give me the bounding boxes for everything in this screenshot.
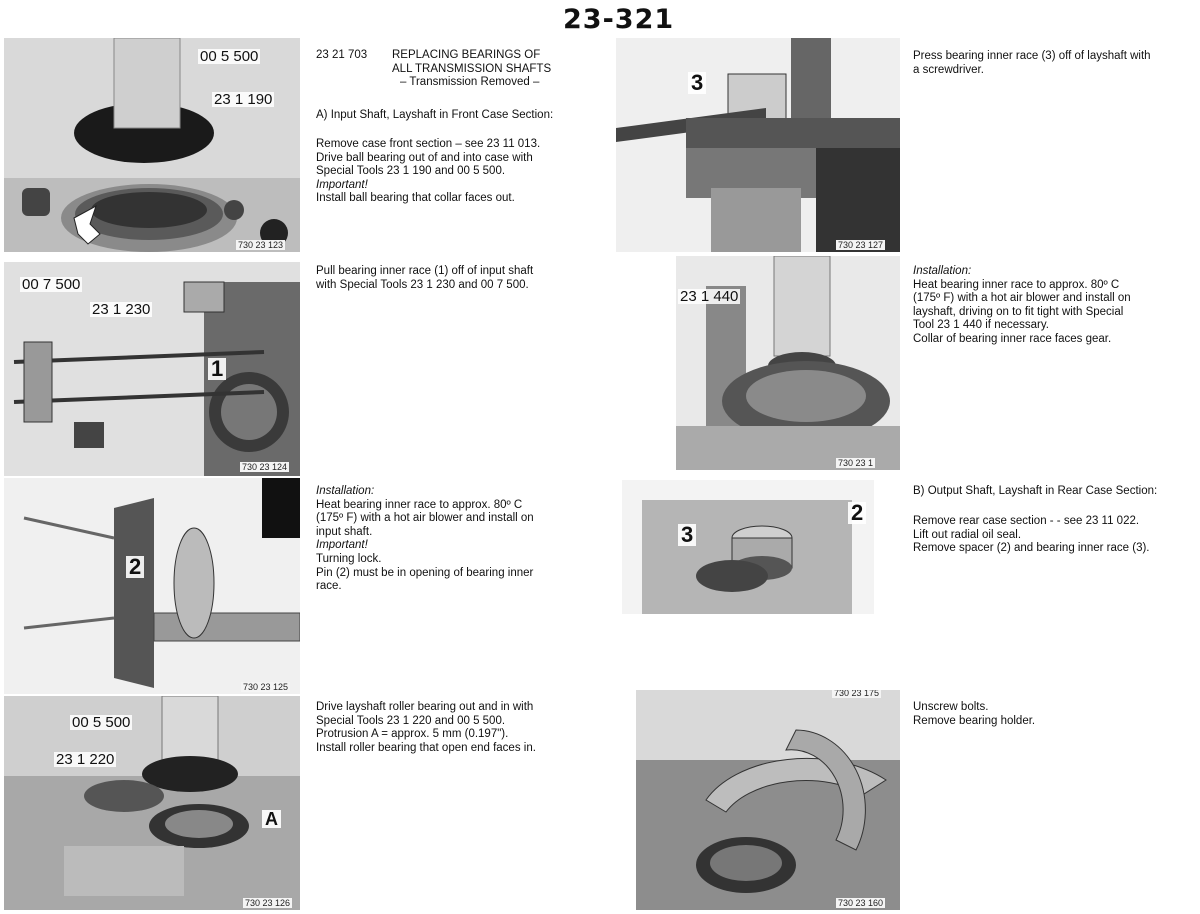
left-step4-line1: Drive layshaft roller bearing out and in with [316, 701, 534, 713]
right-step2-heading: Installation: [913, 265, 972, 277]
label-tool-00-5-500: 00 5 500 [200, 48, 259, 65]
right-step-2 [913, 265, 1197, 347]
figure-bearing-holder-illustration [636, 690, 900, 910]
left-step3-line1: Heat bearing inner race to approx. 80º C [316, 498, 523, 511]
figure-layshaft-race-press [616, 38, 900, 252]
right-step4-line2: Remove bearing holder. [913, 714, 1036, 727]
left-step-4 [316, 701, 616, 755]
figure-ball-bearing-install [4, 38, 300, 252]
figure-code: 730 23 124 [242, 462, 288, 472]
section-b-heading [913, 485, 1197, 499]
figure-output-shaft-spacer [622, 480, 874, 614]
section-header [316, 49, 616, 90]
left-step3-line6: race. [316, 580, 342, 593]
figure-layshaft-roller-bearing [4, 696, 300, 910]
left-step1-line1: Remove case front section – see 23 11 013. [316, 138, 541, 150]
label-spacer-2: 2 [848, 502, 866, 524]
section-title-line3: – Transmission Removed – [400, 76, 540, 89]
left-step2-line2: with Special Tools 23 1 230 and 00 7 500. [316, 278, 529, 291]
label-protrusion-a: A [262, 810, 281, 828]
left-step1-line2: Drive ball bearing out of and into case with [316, 151, 533, 164]
figure-inner-race-puller [4, 262, 300, 476]
figure-puller-illustration [4, 262, 300, 476]
figure-screwdriver-illustration [616, 38, 900, 252]
label-tool-23-1-230: 23 1 230 [92, 301, 151, 318]
right-step2-line3: layshaft, driving on to fit tight with Special [913, 305, 1124, 318]
left-step2-line1: Pull bearing inner race (1) off of input shaft [316, 265, 534, 277]
section-code: 23 21 703 [316, 49, 368, 61]
right-step3-line1: Remove rear case section - - see 23 11 022. [913, 515, 1140, 527]
left-step3-heading: Installation: [316, 485, 375, 497]
right-step2-line2: (175º F) with a hot air blower and install on [913, 292, 1131, 305]
section-title-line1: REPLACING BEARINGS OF [392, 49, 541, 61]
page-number: 23-321 [563, 4, 675, 35]
left-step3-line3: input shaft. [316, 525, 373, 538]
right-step-3 [913, 515, 1197, 556]
label-tool-23-1-220: 23 1 220 [56, 751, 115, 768]
left-step1-line4: Install ball bearing that collar faces out. [316, 192, 515, 205]
section-a-heading [316, 109, 616, 123]
right-step4-line1: Unscrew bolts. [913, 701, 989, 713]
label-inner-race-3: 3 [688, 72, 706, 94]
right-step2-line4: Tool 23 1 440 if necessary. [913, 319, 1049, 332]
title-row [316, 49, 616, 63]
figure-roller-bearing-illustration [4, 696, 300, 910]
left-step3-line5: Pin (2) must be in opening of bearing inner [316, 566, 534, 579]
left-step1-line3: Special Tools 23 1 190 and 00 5 500. [316, 165, 506, 178]
figure-bearing-holder [636, 690, 900, 910]
right-step-4 [913, 701, 1197, 728]
figure-code-top: 730 23 175 [834, 690, 880, 698]
figure-code-bottom: 730 23 160 [838, 898, 884, 908]
right-step3-line3: Remove spacer (2) and bearing inner race (3). [913, 542, 1150, 555]
right-step1-line1: Press bearing inner race (3) off of layshaft with [913, 50, 1151, 62]
figure-spacer-illustration [622, 480, 874, 614]
left-step4-line3: Protrusion A = approx. 5 mm (0.197"). [316, 728, 509, 741]
left-step1-important: Important! [316, 178, 368, 191]
right-step1-line2: a screwdriver. [913, 63, 984, 76]
figure-code: 730 23 125 [243, 682, 289, 692]
right-step2-line1: Heat bearing inner race to approx. 80º C [913, 278, 1120, 291]
title-row-3 [316, 76, 616, 90]
figure-input-shaft-illustration [4, 478, 300, 694]
figure-code: 730 23 126 [245, 898, 291, 908]
figure-code: 730 23 123 [238, 240, 284, 250]
left-step4-line4: Install roller bearing that open end faces in. [316, 741, 536, 754]
left-step3-important: Important! [316, 539, 368, 552]
label-inner-race-3: 3 [678, 524, 696, 546]
figure-layshaft-race-install [676, 256, 900, 470]
right-step2-line5: Collar of bearing inner race faces gear. [913, 332, 1112, 345]
right-step-1 [913, 50, 1197, 77]
figure-ball-bearing-illustration [4, 38, 300, 252]
title-row-2 [316, 63, 616, 77]
section-b-heading-text: B) Output Shaft, Layshaft in Rear Case Section: [913, 485, 1158, 497]
label-pin-2: 2 [126, 556, 144, 578]
left-step3-line4: Turning lock. [316, 552, 382, 565]
left-step4-line2: Special Tools 23 1 220 and 00 5 500. [316, 714, 506, 727]
figure-code: 730 23 127 [838, 240, 884, 250]
figure-code: 730 23 1 [838, 458, 874, 468]
figure-inner-race-install [4, 478, 300, 694]
left-step-2 [316, 265, 616, 292]
section-title-line2: ALL TRANSMISSION SHAFTS [392, 62, 552, 75]
label-tool-23-1-440: 23 1 440 [680, 288, 739, 305]
left-step-3 [316, 485, 616, 594]
label-tool-00-5-500: 00 5 500 [72, 714, 131, 731]
right-step3-line2: Lift out radial oil seal. [913, 528, 1022, 541]
section-a-heading-text: A) Input Shaft, Layshaft in Front Case Section: [316, 109, 554, 121]
left-step3-line2: (175º F) with a hot air blower and install on [316, 512, 534, 525]
label-inner-race-1: 1 [208, 358, 226, 380]
left-step-1 [316, 138, 616, 206]
label-tool-00-7-500: 00 7 500 [22, 276, 81, 293]
label-tool-23-1-190: 23 1 190 [214, 91, 273, 108]
